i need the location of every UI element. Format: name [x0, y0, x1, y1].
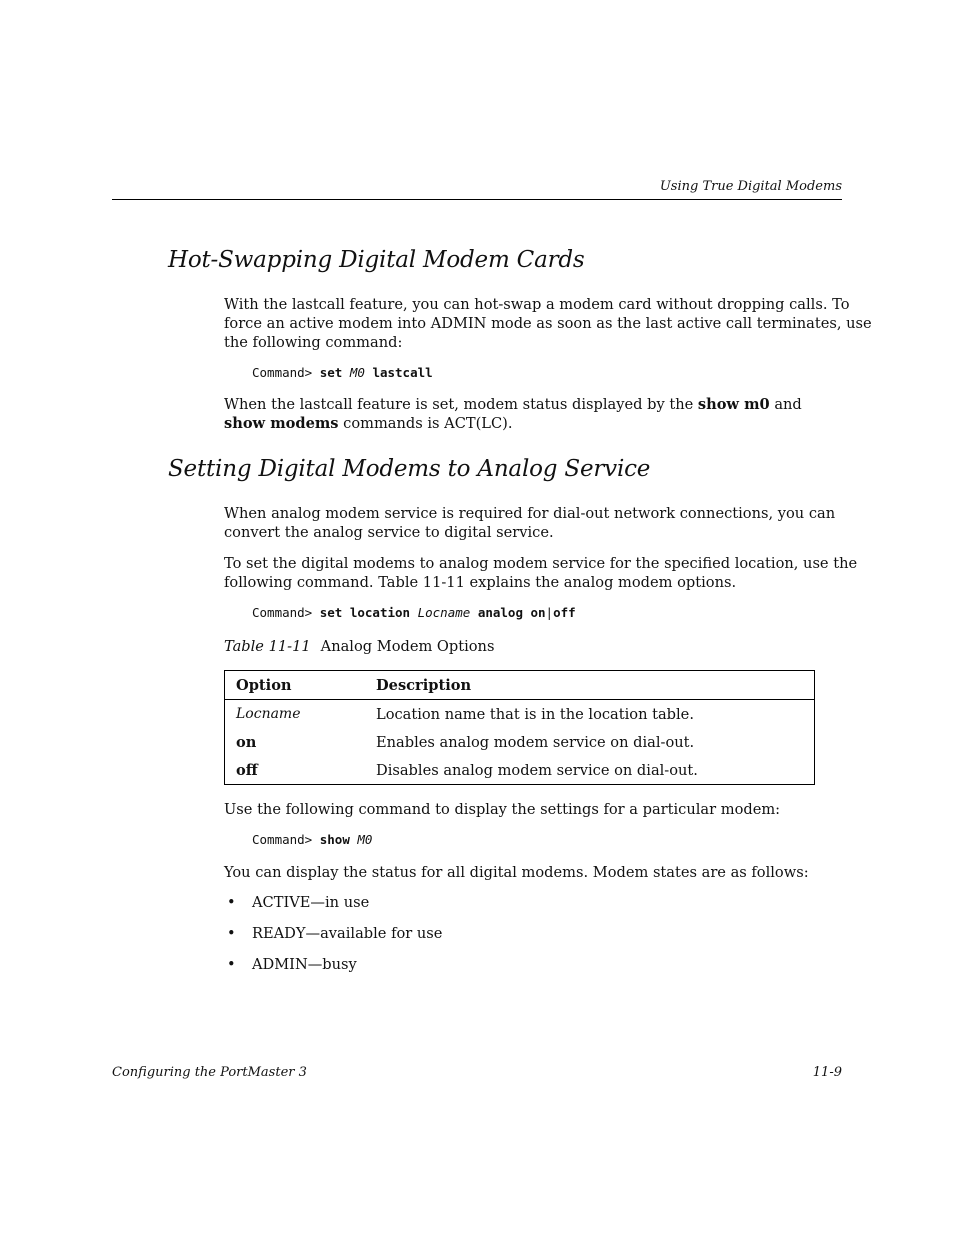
bullet-icon: • — [227, 894, 236, 911]
paragraph-modem-states: You can display the status for all digital modems. Modem states are as follows: — [224, 864, 809, 881]
paragraph-line: When analog modem service is required for dial-out network connections, you can — [224, 505, 836, 522]
section-heading-analog-service: Setting Digital Modems to Analog Service — [168, 456, 651, 482]
paragraph-line: following command. Table 11-11 explains the analog modem options. — [224, 574, 737, 591]
footer-page-number: 11-9 — [812, 1065, 842, 1080]
paragraph-line: To set the digital modems to analog modem service for the specified location, use the — [224, 555, 858, 572]
description-cell: Enables analog modem service on dial-out. — [376, 733, 695, 751]
command-name: show modems — [224, 415, 339, 432]
list-item: READY—available for use — [252, 925, 443, 942]
table-title: Analog Modem Options — [320, 638, 495, 655]
paragraph-line: force an active modem into ADMIN mode as soon as the last active call terminates, use — [224, 315, 872, 332]
table-number: Table 11-11 — [224, 638, 311, 655]
text-run: and — [769, 396, 802, 413]
footer-book-title: Configuring the PortMaster 3 — [112, 1065, 307, 1080]
list-item: ACTIVE—in use — [252, 894, 370, 911]
description-cell: Location name that is in the location table. — [376, 705, 694, 723]
paragraph-analog-intro — [224, 504, 835, 542]
command-keyword: lastcall — [372, 365, 433, 380]
list-item: ADMIN—busy — [252, 956, 357, 973]
table-row — [225, 700, 815, 729]
paragraph-line — [224, 414, 802, 433]
command-prompt: Command> — [252, 365, 313, 380]
table-row — [225, 728, 815, 756]
section-heading-hot-swapping: Hot-Swapping Digital Modem Cards — [168, 247, 585, 273]
command-argument: M0 — [357, 832, 373, 847]
command-keyword: set — [319, 365, 343, 380]
bullet-icon: • — [227, 925, 236, 942]
column-header-description: Description — [365, 671, 815, 700]
command-keyword: off — [553, 605, 576, 620]
paragraph-lastcall-status — [224, 395, 802, 433]
command-name: show m0 — [697, 396, 770, 413]
command-argument: M0 — [349, 365, 365, 380]
column-header-option: Option — [225, 671, 366, 700]
option-cell: off — [236, 761, 258, 779]
header-rule — [112, 199, 842, 200]
text-run: When the lastcall feature is set, modem status displayed by the — [224, 396, 698, 413]
command-line-set-location — [252, 605, 576, 620]
command-prompt: Command> — [252, 832, 313, 847]
command-prompt: Command> — [252, 605, 313, 620]
command-argument: Locname — [417, 605, 471, 620]
command-keyword: set location — [319, 605, 411, 620]
paragraph-show-settings: Use the following command to display the settings for a particular modem: — [224, 801, 781, 818]
option-cell: Locname — [236, 706, 301, 722]
table-row — [225, 756, 815, 785]
command-keyword: show — [319, 832, 350, 847]
paragraph-line: the following command: — [224, 334, 403, 351]
table-caption — [224, 638, 494, 655]
paragraph-line: With the lastcall feature, you can hot-swap a modem card without dropping calls. To — [224, 296, 850, 313]
paragraph-analog-set — [224, 554, 857, 592]
paragraph-line: convert the analog service to digital service. — [224, 524, 554, 541]
paragraph-line — [224, 395, 802, 414]
text-run: commands is ACT(LC). — [338, 415, 513, 432]
command-line-lastcall — [252, 365, 433, 380]
command-keyword: analog on — [477, 605, 546, 620]
paragraph-lastcall-intro — [224, 295, 872, 352]
analog-modem-options-table — [224, 670, 815, 785]
bullet-icon: • — [227, 956, 236, 973]
table-header-row — [225, 671, 815, 700]
option-cell: on — [236, 733, 257, 751]
command-separator: | — [545, 605, 554, 620]
command-line-show — [252, 832, 372, 847]
running-header: Using True Digital Modems — [659, 179, 842, 194]
description-cell: Disables analog modem service on dial-out. — [376, 761, 698, 779]
